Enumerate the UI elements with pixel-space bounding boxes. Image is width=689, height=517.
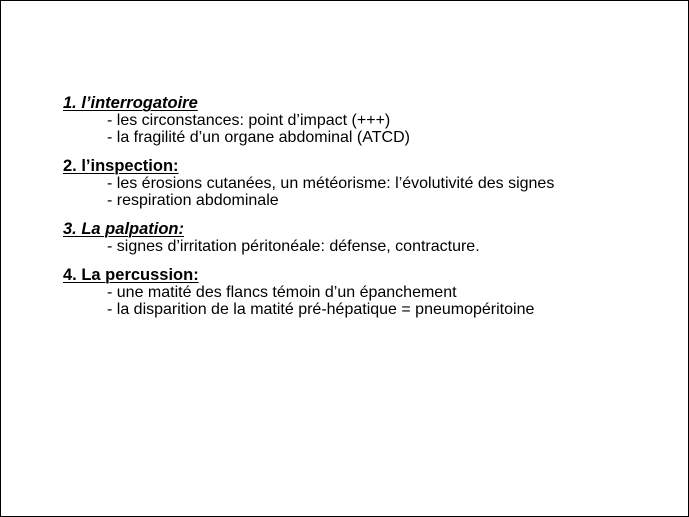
section-interrogatoire [63,94,673,146]
list-item: - signes d’irritation péritonéale: défense, contracture. [107,238,480,255]
section-items [63,284,673,318]
list-item: - la disparition de la matité pré-hépatique = pneumopéritoine [107,301,535,318]
section-list [63,94,673,329]
list-item: - les érosions cutanées, un météorisme: l’évolutivité des signes [107,175,555,192]
section-heading: 1. l’interrogatoire [63,94,198,112]
section-heading: 4. La percussion: [63,266,199,284]
section-palpation [63,220,673,255]
section-heading: 3. La palpation: [63,220,185,238]
section-inspection [63,157,673,209]
list-item: - une matité des flancs témoin d’un épanchement [107,284,457,301]
list-item: - respiration abdominale [107,192,279,209]
section-items [63,238,673,255]
section-heading: 2. l’inspection: [63,157,179,175]
section-items [63,175,673,209]
list-item: - la fragilité d’un organe abdominal (ATCD) [107,129,410,146]
section-percussion [63,266,673,318]
section-items [63,112,673,146]
list-item: - les circonstances: point d’impact (+++) [107,112,391,129]
